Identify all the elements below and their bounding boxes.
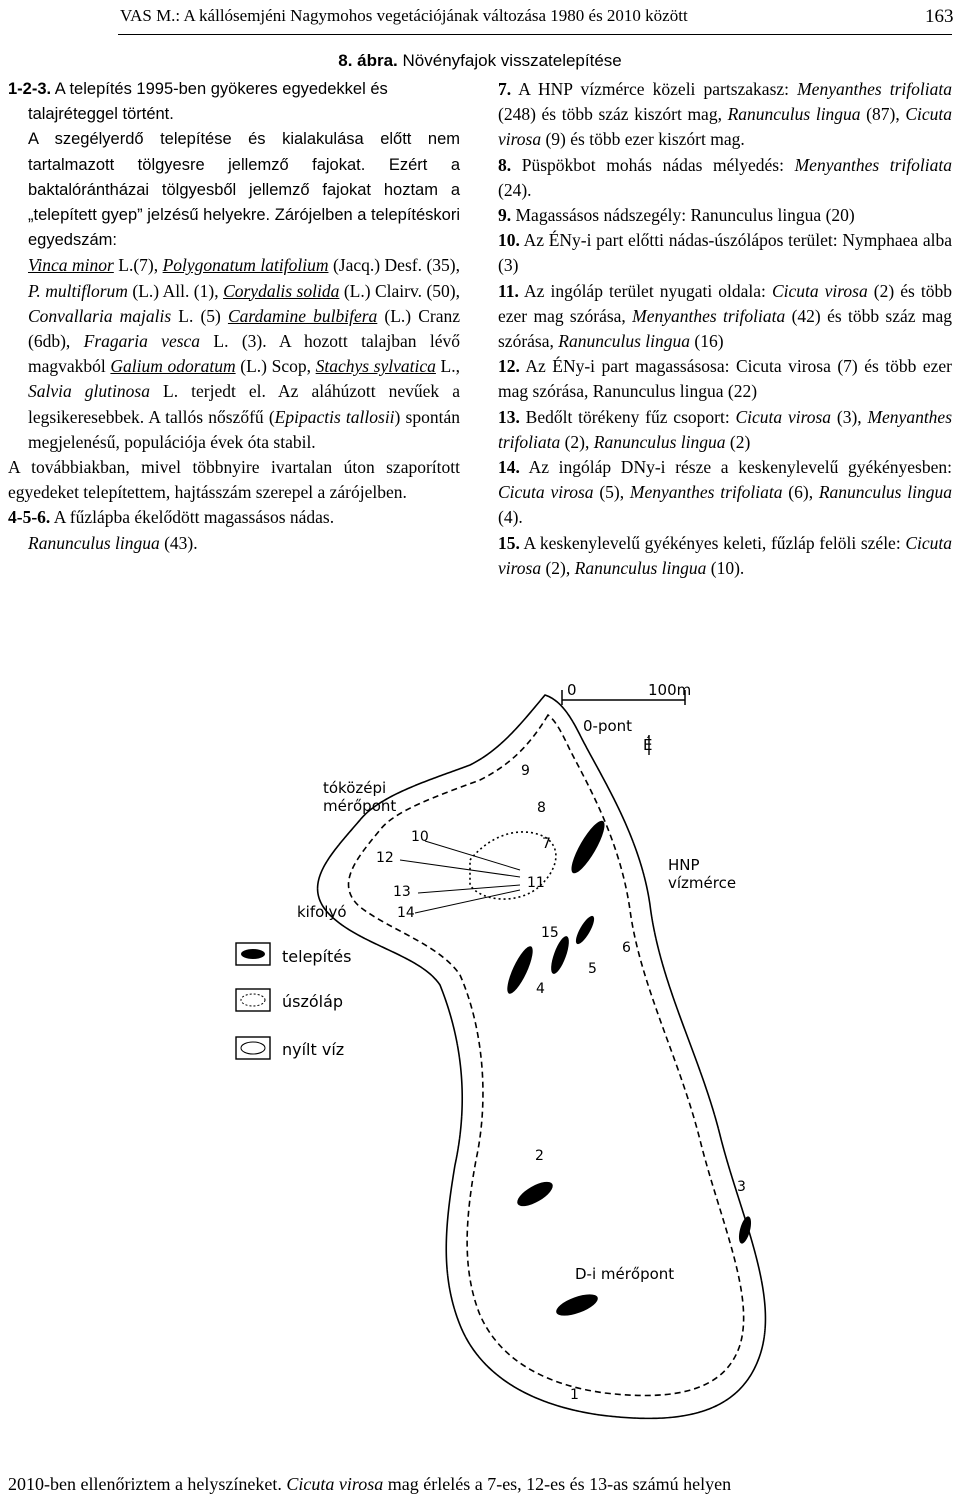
site-label: 7 — [542, 836, 551, 852]
text: hoztam a „telepített gyep” jelzésű helyekre. — [28, 180, 460, 225]
species-name: Menyanthes trifoliata — [797, 79, 952, 99]
text: (L.) All. (1), — [127, 280, 224, 301]
item-12 — [498, 354, 952, 404]
item-1-2-3 — [8, 77, 460, 127]
species-name: Ranunculus lingua — [818, 482, 953, 503]
planting-area — [554, 1290, 601, 1320]
text: (4). — [498, 507, 523, 528]
figure-caption — [0, 51, 960, 71]
scale-end: 100m — [648, 681, 692, 699]
zero-point-label: 0-pont — [583, 717, 633, 735]
text: mag érlelés a 7-es, 12-es és 13-as számú helyen — [383, 1474, 732, 1494]
text: (2) és több ezer mag szórása, — [498, 280, 952, 326]
text: (248) és több száz kiszórt mag, — [498, 104, 728, 125]
species-name: Stachys sylvatica — [315, 356, 436, 377]
text: ) spontán megjelenésű, populációja évek óta stabil. — [28, 406, 460, 452]
text: (L.) Clairv. (50), — [339, 280, 460, 301]
species-name: Ranunculus lingua — [593, 431, 726, 452]
legend-label: úszóláp — [282, 992, 344, 1011]
site-label: 2 — [535, 1148, 544, 1164]
leader-lines — [400, 841, 520, 913]
planting-area — [566, 817, 610, 877]
item-14 — [498, 455, 952, 531]
item-number: 1-2-3. — [8, 80, 52, 98]
item-9 — [498, 203, 952, 228]
text: talajréteggel történt. — [28, 105, 174, 124]
species-name: Ranunculus lingua — [727, 104, 861, 125]
text: Püspökbot mohás nádas mélyedés: — [511, 154, 795, 175]
species-name: Menyanthes trifoliata — [632, 305, 786, 326]
item-number: 10. — [498, 230, 520, 251]
text: (5), — [593, 482, 630, 503]
text: (43). — [159, 532, 198, 553]
text: (87), — [860, 104, 906, 125]
text: Az ingóláp terület nyugati oldala: — [518, 280, 772, 301]
species-name: Convallaria majalis — [28, 305, 172, 326]
text: Az ÉNy-i part magassásosa: Cicuta virosa (7) és több ezer mag szórása, Ranunculus lingua (22) — [498, 356, 952, 402]
item-number: 7. — [498, 79, 512, 99]
legend-label: telepítés — [282, 947, 352, 966]
text: (2), — [541, 557, 575, 578]
species-name: Ranunculus lingua — [558, 331, 690, 352]
outlet-label: kifolyó — [297, 903, 347, 921]
site-label: 5 — [588, 961, 597, 977]
species-name: Epipactis tallosii — [274, 406, 395, 427]
running-header — [0, 0, 960, 38]
hnp-label: HNP — [668, 856, 700, 874]
species-name: Cicuta virosa — [286, 1474, 384, 1494]
item-number: 12. — [498, 356, 520, 377]
species-name: Galium odoratum — [110, 356, 236, 377]
left-column — [8, 77, 460, 556]
site-label: 1 — [570, 1387, 579, 1403]
north-gauge-label-2: mérőpont — [323, 797, 397, 815]
site-label: 6 — [622, 940, 631, 956]
scale-zero: 0 — [567, 681, 577, 699]
text: (9) és több ezer kiszórt mag. — [541, 129, 745, 150]
species-name: Cicuta virosa — [498, 104, 953, 150]
species-name: Vinca minor — [28, 255, 114, 276]
text: 2010-ben ellenőriztem a helyszíneket. — [8, 1474, 287, 1494]
text: (3), — [831, 406, 868, 427]
item-number: 4-5-6. — [8, 507, 51, 528]
text: L.(7), — [113, 255, 163, 276]
text: (24). — [498, 179, 532, 200]
site-label: 4 — [536, 981, 545, 997]
species-name: Corydalis solida — [223, 280, 340, 301]
item-15 — [498, 531, 952, 581]
text: (2), — [560, 431, 594, 452]
item-8 — [498, 153, 952, 203]
page-number: 163 — [925, 6, 954, 27]
text: A HNP vízmérce közeli partszakasz: — [511, 79, 798, 99]
south-gauge-label: D-i mérőpont — [575, 1265, 675, 1283]
text: Az ingóláp DNy-i része a keskenylevelű gyékényesben: — [519, 457, 952, 478]
item-1-2-3-body — [8, 127, 460, 253]
site-map — [0, 655, 960, 1465]
text: L. terjedt el. Az aláhúzott nevűek a legsikeresebbek. A tallós nőszőfű ( — [28, 381, 460, 427]
legend-swatch-floating — [241, 994, 265, 1006]
leader-line — [418, 885, 520, 893]
text: A szegélyerdő telepítése és kialakulása előtt nem — [28, 130, 460, 149]
item-7 — [498, 77, 952, 153]
legend-swatch-planting — [241, 949, 265, 959]
running-title: VAS M.: A kállósemjéni Nagymohos vegetációjának változása 1980 és 2010 között — [120, 6, 688, 25]
species-name: Cicuta virosa — [771, 280, 868, 301]
item-4-5-6 — [8, 505, 460, 555]
species-name: Cicuta virosa — [735, 406, 832, 427]
item-number: 15. — [498, 532, 520, 553]
text: (L.) Scop, — [235, 356, 316, 377]
text: baktalórántházai tölgyesből jellemző fajokat — [28, 180, 372, 199]
text: A keskenylevelű gyékényes keleti, fűzláp felöli széle: — [519, 532, 906, 553]
text: L. (3). A hozott talajban lévő magvakból — [28, 331, 461, 377]
site-label: 11 — [527, 875, 545, 891]
site-label: 13 — [393, 884, 411, 900]
planting-area — [573, 914, 598, 947]
text: (Jacq.) Desf. (35), — [328, 255, 460, 276]
species-name: Polygonatum latifolium — [162, 255, 329, 276]
text: Magassásos nádszegély: Ranunculus lingua (20) — [511, 205, 855, 226]
species-name: Salvia glutinosa — [28, 381, 150, 402]
legend-label: nyílt víz — [282, 1040, 345, 1059]
site-label: 8 — [537, 800, 546, 816]
north-gauge-label: tóközépi — [323, 779, 387, 797]
species-name: P. multiflorum — [28, 280, 128, 301]
text: (2) — [725, 431, 751, 452]
text: Bedőlt törékeny fűz csoport: — [519, 406, 736, 427]
site-label: 15 — [541, 925, 559, 941]
text: L. (5) — [171, 305, 228, 326]
text: (10). — [706, 557, 745, 578]
item-number: 11. — [498, 280, 519, 301]
site-label: 10 — [411, 829, 429, 845]
item-13 — [498, 405, 952, 455]
site-label: 9 — [521, 763, 530, 779]
bottom-text — [8, 1474, 952, 1495]
header-rule — [118, 34, 952, 35]
paragraph-note: A továbbiakban, mivel többnyire ivartalan úton szaporított egyedeket telepítettem, hajtásszám szerepel a zárójelben. — [8, 457, 460, 503]
text: Zárójelben a telepítéskori egyedszám: — [28, 206, 461, 250]
species-name: Ranunculus lingua — [574, 557, 707, 578]
item-number: 9. — [498, 205, 512, 226]
site-label: 12 — [376, 850, 394, 866]
hnp-label-2: vízmérce — [668, 874, 737, 892]
item-number: 14. — [498, 457, 520, 478]
scale-bar — [562, 681, 691, 705]
leader-line — [415, 890, 520, 913]
leader-line — [400, 860, 520, 877]
legend-swatch-water — [241, 1042, 265, 1054]
text: (L.) Cranz (6db), — [28, 305, 460, 352]
legend — [236, 943, 351, 1059]
text: (42) és több száz mag szórása, — [498, 305, 952, 352]
figure-title: Növényfajok visszatelepítése — [397, 51, 622, 70]
text: A telepítés 1995-ben gyökeres egyedekkel és — [51, 80, 388, 98]
species-name: Ranunculus lingua — [28, 532, 160, 553]
species-list — [8, 253, 460, 455]
planting-area — [514, 1177, 557, 1211]
planting-area — [503, 943, 538, 996]
text: A fűzlápba ékelődött magassásos nádas. — [50, 507, 335, 528]
species-name: Menyanthes trifoliata — [498, 406, 953, 452]
text: (6), — [782, 482, 819, 503]
species-name: Menyanthes trifoliata — [794, 154, 952, 175]
planting-areas — [503, 817, 754, 1320]
figure-label: 8. ábra. — [338, 51, 398, 70]
text: tartalmazott tölgyesre jellemző fajokat. Ezért a — [28, 155, 460, 174]
site-label: 3 — [737, 1179, 746, 1195]
species-name: Menyanthes trifoliata — [629, 482, 783, 503]
text: L., — [435, 356, 460, 377]
right-column — [498, 77, 952, 581]
item-number: 8. — [498, 154, 512, 175]
text: (16) — [690, 331, 724, 352]
item-10 — [498, 228, 952, 278]
species-name: Cardamine bulbifera — [227, 305, 378, 326]
item-11 — [498, 279, 952, 355]
species-name: Cicuta virosa — [498, 532, 952, 578]
species-name: Cicuta virosa — [498, 482, 594, 503]
text: Az ÉNy-i part előtti nádas-úszólápos terület: Nymphaea alba (3) — [498, 230, 952, 276]
north-label: É — [643, 736, 653, 754]
item-number: 13. — [498, 406, 520, 427]
site-label: 14 — [397, 905, 415, 921]
species-name: Fragaria vesca — [83, 331, 201, 352]
